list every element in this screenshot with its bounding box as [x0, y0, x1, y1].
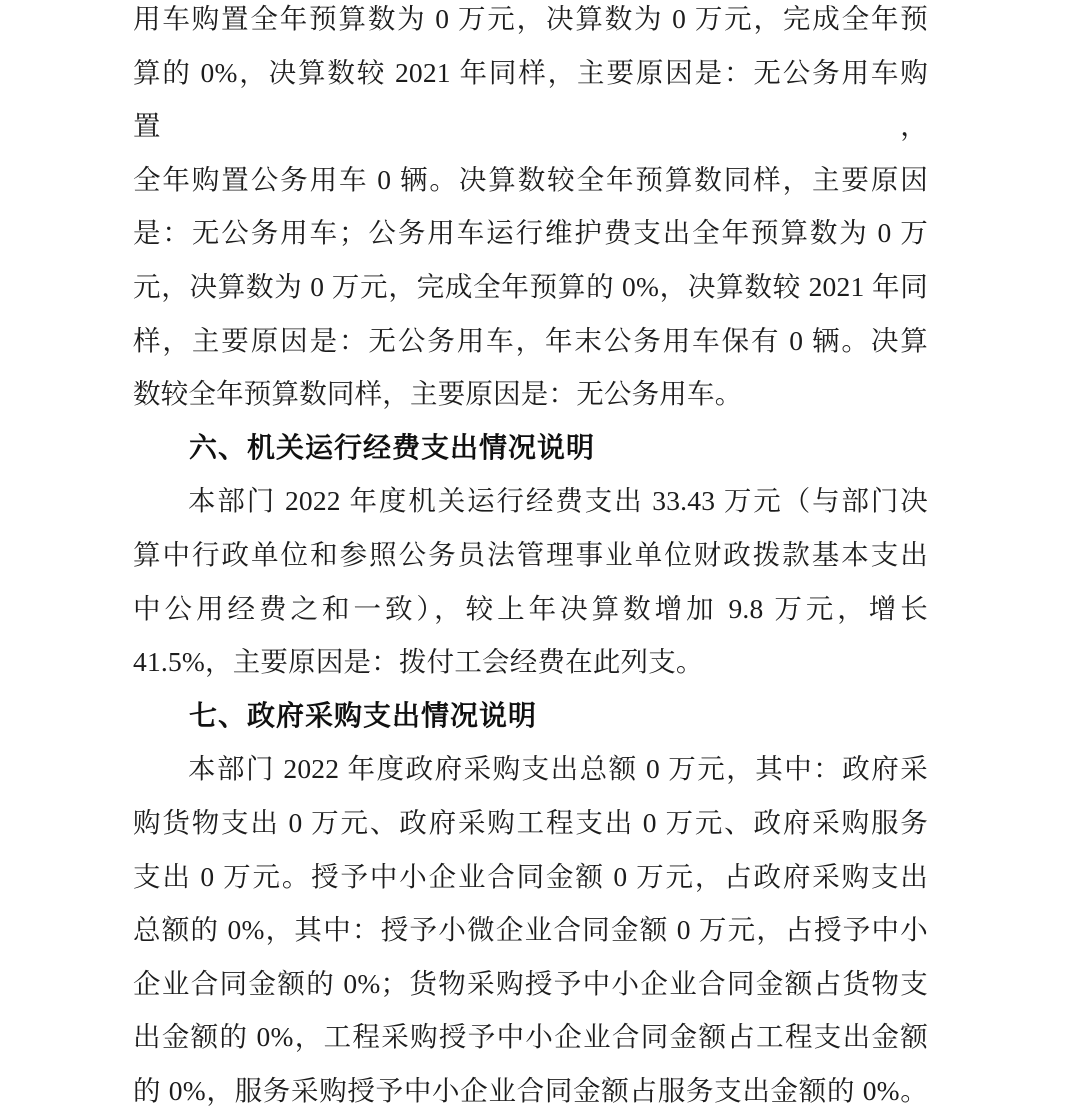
doc-line: 样，主要原因是：无公务用车，年末公务用车保有 0 辆。决算 — [133, 324, 928, 356]
section-heading-seven: 七、政府采购支出情况说明 — [189, 699, 538, 731]
section-heading-six: 六、机关运行经费支出情况说明 — [189, 431, 596, 463]
doc-line: 中公用经费之和一致），较上年决算数增加 9.8 万元，增长 — [133, 592, 928, 624]
document-page — [133, 0, 928, 1117]
doc-line: 是：无公务用车；公务用车运行维护费支出全年预算数为 0 万 — [133, 217, 928, 249]
doc-line: 企业合同金额的 0%；货物采购授予中小企业合同金额占货物支 — [133, 967, 928, 999]
doc-line: 的 0%，服务采购授予中小企业合同金额占服务支出金额的 0%。 — [133, 1074, 928, 1106]
doc-line: 用车购置全年预算数为 0 万元，决算数为 0 万元，完成全年预 — [133, 3, 928, 34]
doc-line: 支出 0 万元。授予中小企业合同金额 0 万元，占政府采购支出 — [133, 860, 928, 892]
doc-line: 全年购置公务用车 0 辆。决算数较全年预算数同样，主要原因 — [133, 163, 928, 195]
doc-line: 41.5%，主要原因是：拨付工会经费在此列支。 — [133, 646, 704, 678]
doc-line: 出金额的 0%，工程采购授予中小企业合同金额占工程支出金额 — [133, 1021, 928, 1053]
doc-line: 算中行政单位和参照公务员法管理事业单位财政拨款基本支出 — [133, 538, 928, 570]
doc-line: 本部门 2022 年度机关运行经费支出 33.43 万元（与部门决 — [188, 485, 928, 517]
doc-line: 元，决算数为 0 万元，完成全年预算的 0%，决算数较 2021 年同 — [133, 270, 928, 302]
doc-line: 本部门 2022 年度政府采购支出总额 0 万元，其中：政府采 — [188, 753, 928, 785]
doc-line: 数较全年预算数同样，主要原因是：无公务用车。 — [133, 378, 743, 410]
doc-line: 总额的 0%，其中：授予小微企业合同金额 0 万元，占授予中小 — [133, 914, 928, 946]
doc-line: 算的 0%，决算数较 2021 年同样，主要原因是：无公务用车购置， — [133, 56, 928, 142]
doc-line: 购货物支出 0 万元、政府采购工程支出 0 万元、政府采购服务 — [133, 806, 928, 838]
